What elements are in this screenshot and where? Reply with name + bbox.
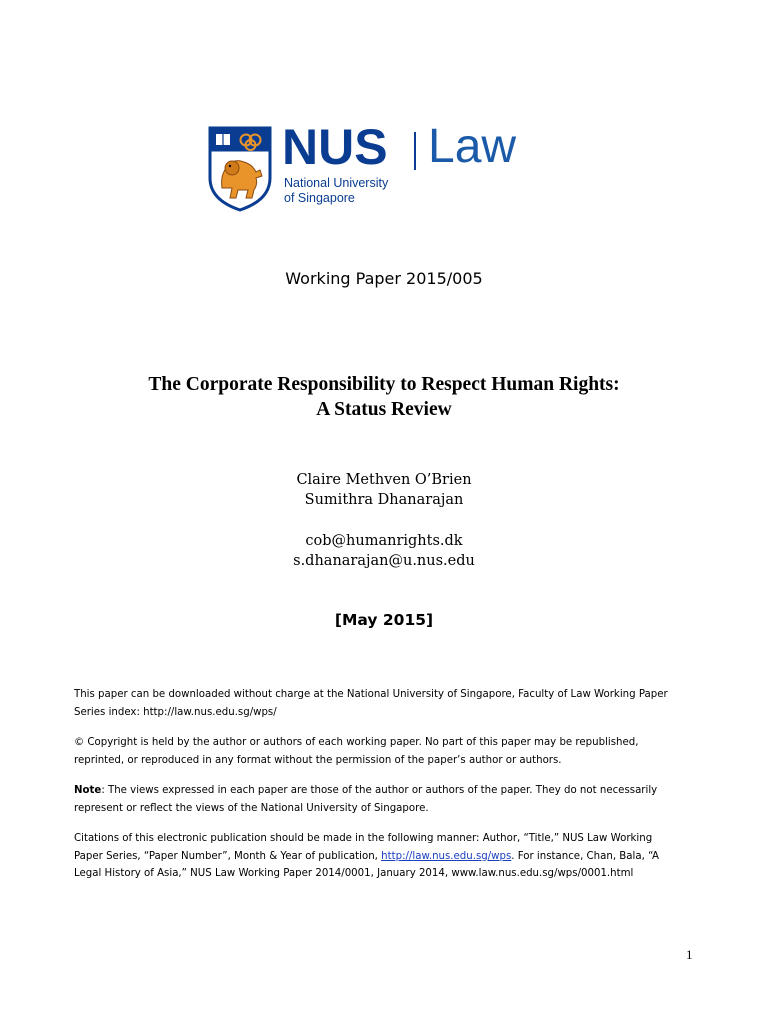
- paper-title: [0, 372, 768, 422]
- download-note: This paper can be downloaded without charge at the National University of Singapore, Faculty of Law Working Paper Series index: http://law.nus.edu.sg/wps/: [74, 689, 668, 718]
- author-email: cob@humanrights.dk: [305, 533, 463, 549]
- copyright-note: © Copyright is held by the author or authors of each working paper. No part of this paper may be republished, reprinted, or reproduced in any format without the permission of the paper’s author or authors.: [74, 737, 639, 766]
- logo-brand-text: NUS: [282, 119, 388, 175]
- publication-date: [May 2015]: [334, 611, 434, 629]
- paper-title-line1: The Corporate Responsibility to Respect Human Rights:: [148, 374, 620, 395]
- working-paper-number: Working Paper 2015/005: [285, 269, 483, 288]
- author-name: Sumithra Dhanarajan: [304, 492, 464, 508]
- paper-title-line2: A Status Review: [316, 399, 452, 420]
- authors: [0, 470, 768, 510]
- note-text: : The views expressed in each paper are those of the author or authors of the paper. They do not necessarily represent or reflect the views of the National University of Singapore.: [74, 785, 658, 814]
- logo-faculty-text: Law: [428, 120, 517, 173]
- citation-text-after: . For instance, Chan, Bala, “A Legal History of Asia,” NUS Law Working Paper 2014/0001, January 2014, www.law.nus.edu.sg/wps/0001.html: [74, 850, 660, 879]
- nus-law-logo: [200, 118, 545, 228]
- citation-text-before: Citations of this electronic publication should be made in the following manner: Author, “Title,” NUS Law Working Paper Series, “Paper Number”, Month & Year of publication,: [74, 833, 653, 862]
- author-emails: [0, 531, 768, 571]
- author-email: s.dhanarajan@u.nus.edu: [293, 553, 475, 569]
- logo-university-name: [284, 176, 388, 206]
- nus-shield-icon: [208, 126, 272, 212]
- logo-university-line2: of Singapore: [284, 191, 355, 205]
- views-note: [74, 782, 684, 817]
- logo-divider: [414, 132, 416, 170]
- wps-link[interactable]: http://law.nus.edu.sg/wps: [381, 850, 512, 862]
- note-label: Note: [74, 785, 102, 796]
- notes-section: [74, 686, 684, 896]
- citation-note: [74, 830, 684, 883]
- author-name: Claire Methven O’Brien: [296, 472, 472, 488]
- logo-university-line1: National University: [284, 176, 389, 190]
- page-number: 1: [686, 947, 693, 962]
